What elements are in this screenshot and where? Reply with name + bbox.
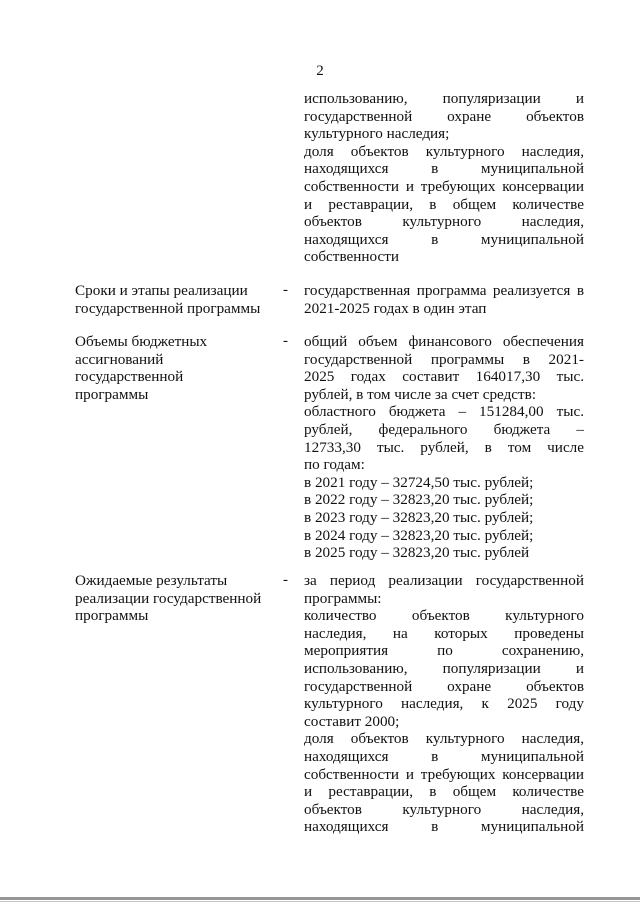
row-dash-results: - (283, 572, 288, 588)
label-line: ассигнований (75, 350, 164, 368)
row-dash-timeline: - (283, 282, 288, 298)
text-line: доля объектов культурного наследия, (304, 142, 584, 160)
text-line: наследия, на которых проведены (304, 624, 584, 642)
text-line: в 2025 году – 32823,20 тыс. рублей (304, 544, 530, 562)
text-line: находящихся в муниципальной (304, 230, 584, 248)
label-line: программы (75, 607, 149, 625)
text-line: государственной программы в 2021- (304, 350, 584, 368)
text-line: рублей, в том числе за счет средств: (304, 385, 537, 403)
text-line: в 2023 году – 32823,20 тыс. рублей; (304, 508, 534, 526)
text-line: мероприятия по сохранению, (304, 642, 584, 660)
page-number: 2 (316, 63, 324, 79)
text-line: и реставрации, в общем количестве (304, 783, 584, 801)
text-line: собственности (304, 248, 399, 266)
text-line: рублей, федерального бюджета – (304, 420, 584, 438)
scan-bottom-edge (0, 897, 640, 900)
label-line: государственной (75, 368, 184, 386)
scan-bottom-edge-shadow (0, 901, 640, 902)
row-text-results (304, 572, 584, 836)
text-line: по годам: (304, 456, 365, 474)
row-label-results (75, 572, 275, 625)
text-line: находящихся в муниципальной (304, 818, 584, 836)
top-continuation-text (304, 90, 584, 266)
row-label-budget (75, 333, 275, 403)
label-line: реализации государственной (75, 589, 262, 607)
text-line: количество объектов культурного (304, 607, 584, 625)
text-line: составит 2000; (304, 712, 400, 730)
text-line: собственности и требующих консервации (304, 765, 584, 783)
text-line: находящихся в муниципальной (304, 747, 584, 765)
label-line: Объемы бюджетных (75, 333, 208, 350)
text-line: культурного наследия; (304, 125, 450, 143)
text-line: областного бюджета – 151284,00 тыс. (304, 403, 584, 421)
text-line: использованию, популяризации и (304, 659, 584, 677)
text-line: 12733,30 тыс. рублей, в том числе (304, 438, 584, 456)
text-line: культурного наследия, к 2025 году (304, 695, 584, 713)
row-text-budget (304, 333, 584, 562)
row-text-timeline (304, 282, 584, 317)
text-line: в 2024 году – 32823,20 тыс. рублей; (304, 526, 534, 544)
text-line: объектов культурного наследия, (304, 213, 584, 231)
text-line: 2025 годах составит 164017,30 тыс. (304, 368, 584, 386)
text-line: доля объектов культурного наследия, (304, 730, 584, 748)
row-label-timeline (75, 282, 275, 317)
label-line: программы (75, 385, 149, 403)
text-line: объектов культурного наследия, (304, 800, 584, 818)
row-dash-budget: - (283, 333, 288, 349)
text-line: использованию, популяризации и (304, 90, 584, 107)
text-line: общий объем финансового обеспечения (304, 333, 584, 350)
text-line: 2021-2025 годах в один этап (304, 299, 487, 317)
text-line: за период реализации государственной (304, 572, 584, 589)
label-line: Сроки и этапы реализации (75, 282, 248, 299)
text-line: государственная программа реализуется в (304, 282, 584, 299)
text-line: и реставрации, в общем количестве (304, 195, 584, 213)
label-line: государственной программы (75, 299, 261, 317)
text-line: в 2022 году – 32823,20 тыс. рублей; (304, 491, 534, 509)
text-line: в 2021 году – 32724,50 тыс. рублей; (304, 473, 534, 491)
label-line: Ожидаемые результаты (75, 572, 228, 589)
text-line: собственности и требующих консервации (304, 177, 584, 195)
text-line: программы: (304, 589, 382, 607)
text-line: государственной охране объектов (304, 677, 584, 695)
text-line: государственной охране объектов (304, 107, 584, 125)
text-line: находящихся в муниципальной (304, 160, 584, 178)
